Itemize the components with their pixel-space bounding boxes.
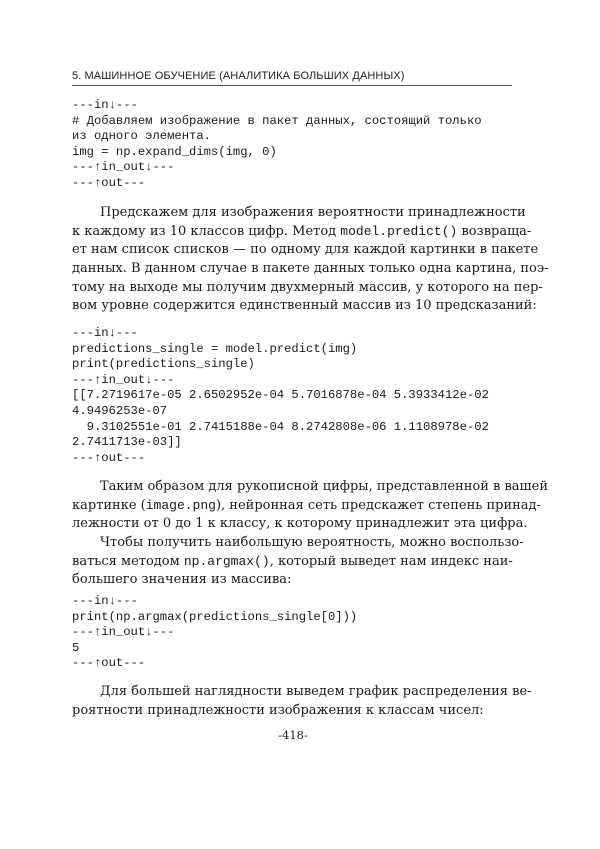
text-span: ), нейронная сеть предскажет степень принад- [215, 497, 541, 513]
code-block-predict [72, 326, 489, 466]
code-line: ---↑out--- [72, 175, 146, 190]
text-line: ет нам список списков — по одному для каждой картинки в пакете [72, 242, 539, 258]
inline-code: model.predict() [340, 223, 458, 239]
code-line: predictions_single = model.predict(img) [72, 341, 358, 356]
text-span: ваться методом [72, 553, 184, 569]
text-span: , который выведет нам индекс наи- [269, 553, 513, 569]
text-span: картинке ( [72, 497, 146, 513]
code-block-expand-dims [72, 98, 482, 192]
code-line: [[7.2719617e-05 2.6502952e-04 5.7016878e-04 5.3933412e-02 [72, 388, 489, 403]
code-line: 9.3102551e-01 2.7415188e-04 8.2742808e-06 1.1108978e-02 [72, 419, 489, 434]
inline-code: np.argmax() [183, 553, 270, 569]
text-line: Чтобы получить наибольшую вероятность, можно воспользо- [100, 535, 524, 551]
code-line: 2.7411713e-03]] [72, 435, 182, 450]
code-line: img = np.expand_dims(img, 0) [72, 144, 277, 159]
code-line: 4.9496253e-07 [72, 403, 168, 418]
text-line: вом уровне содержится единственный массив из 10 предсказаний: [72, 298, 537, 314]
code-line: ---↑out--- [72, 656, 146, 671]
code-block-argmax [72, 594, 357, 672]
text-line: тому на выходе мы получим двухмерный массив, у которого на пер- [72, 279, 543, 295]
text-line: данных. В данном случае в пакете данных только одна картина, поэ- [72, 261, 549, 277]
text-line [72, 497, 541, 516]
paragraph-argmax [72, 478, 548, 590]
code-line: print(predictions_single) [72, 357, 255, 372]
text-span: возвраща- [457, 223, 532, 239]
code-line: ---↑in_out↓--- [72, 160, 175, 175]
code-line: ---in↓--- [72, 594, 138, 608]
paragraph-predict [72, 204, 549, 316]
code-line: 5 [72, 640, 80, 655]
running-header: 5. МАШИННОЕ ОБУЧЕНИЕ (АНАЛИТИКА БОЛЬШИХ ДАННЫХ) [72, 70, 512, 86]
code-line: print(np.argmax(predictions_single[0])) [72, 609, 358, 624]
page-number: -418- [278, 728, 308, 742]
code-line: из одного элемента. [72, 129, 211, 144]
inline-code: image.png [145, 497, 216, 513]
text-line: большего значения из массива: [72, 572, 292, 588]
code-line: ---in↓--- [72, 98, 138, 112]
code-line: ---↑in_out↓--- [72, 625, 175, 640]
code-line: ---in↓--- [72, 326, 138, 340]
code-line: ---↑out--- [72, 450, 146, 465]
text-line: Для большей наглядности выведем график распределения ве- [100, 684, 532, 699]
text-line [72, 553, 512, 572]
text-line: Таким образом для рукописной цифры, представленной в вашей [100, 479, 548, 494]
text-line: лежности от 0 до 1 к классу, к которому принадлежит эта цифра. [72, 516, 528, 532]
paragraph-plot-intro [72, 683, 532, 720]
text-line [72, 223, 532, 242]
code-line: ---↑in_out↓--- [72, 372, 175, 387]
text-line: роятности принадлежности изображения к классам чисел: [72, 702, 484, 718]
text-span: к каждому из 10 классов цифр. Метод [72, 223, 341, 239]
text-line: Предскажем для изображения вероятности принадлежности [100, 205, 526, 220]
code-line: # Добавляем изображение в пакет данных, состоящий только [72, 113, 482, 128]
